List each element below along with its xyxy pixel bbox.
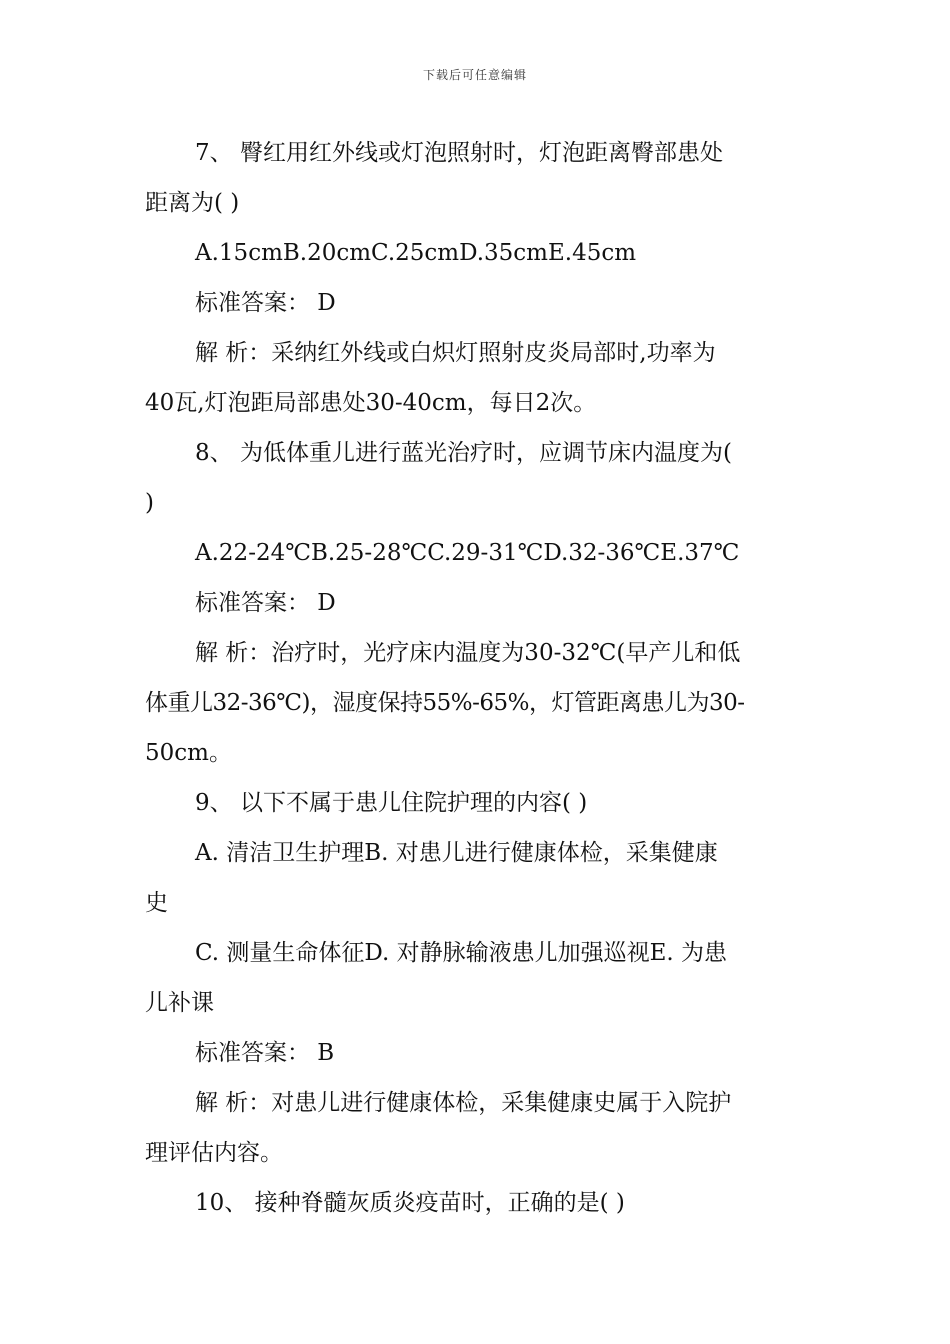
question-8-stem-line1: 8、 为低体重儿进行蓝光治疗时，应调节床内温度为(: [195, 440, 732, 466]
question-10-stem: 10、 接种脊髓灰质炎疫苗时，正确的是( ): [195, 1190, 625, 1216]
question-9-options-line1: A. 清洁卫生护理B. 对患儿进行健康体检，采集健康: [195, 840, 718, 866]
page-header-note: 下载后可任意编辑: [422, 68, 527, 82]
document-body: [145, 128, 810, 1228]
question-7-stem-line2: 距离为( ): [145, 190, 240, 216]
question-9-answer: 标准答案： B: [195, 1040, 335, 1066]
question-7-options: A.15cmB.20cmC.25cmD.35cmE.45cm: [195, 240, 637, 266]
question-8-analysis-line3: 50cm。: [145, 740, 232, 766]
question-8-stem-line2: ): [145, 490, 154, 516]
question-8-options: A.22-24℃B.25-28℃C.29-31℃D.32-36℃E.37℃: [195, 540, 740, 566]
question-7-analysis-line1: 解 析：采纳红外线或白炽灯照射皮炎局部时,功率为: [195, 340, 716, 366]
question-8-analysis-line1: 解 析：治疗时，光疗床内温度为30-32℃(早产儿和低: [195, 640, 741, 666]
question-9-analysis-line1: 解 析：对患儿进行健康体检，采集健康史属于入院护: [195, 1090, 732, 1116]
question-8-answer: 标准答案： D: [195, 590, 336, 616]
question-9-options-line3: C. 测量生命体征D. 对静脉输液患儿加强巡视E. 为患: [195, 940, 728, 966]
question-7-answer: 标准答案： D: [195, 290, 336, 316]
question-9-options-line4: 儿补课: [145, 990, 214, 1016]
question-7-analysis-line2: 40瓦,灯泡距局部患处30-40cm，每日2次。: [145, 390, 597, 416]
question-9-options-line2: 史: [145, 890, 168, 916]
question-8-analysis-line2: 体重儿32-36℃)，湿度保持55%-65%，灯管距离患儿为30-: [145, 690, 745, 716]
question-7-stem-line1: 7、 臀红用红外线或灯泡照射时，灯泡距离臀部患处: [195, 140, 723, 166]
question-9-stem: 9、 以下不属于患儿住院护理的内容( ): [195, 790, 588, 816]
question-9-analysis-line2: 理评估内容。: [145, 1140, 283, 1166]
